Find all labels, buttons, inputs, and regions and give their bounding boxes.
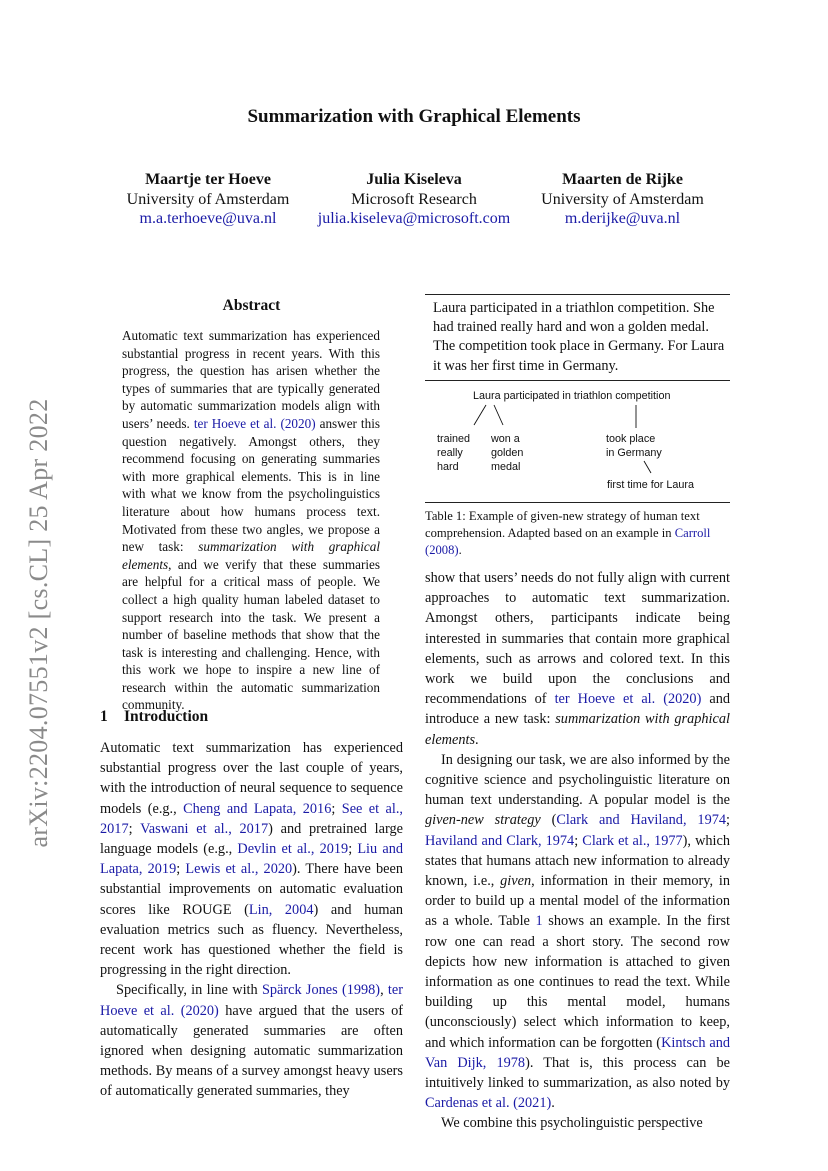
diagram-node: took place xyxy=(606,433,656,445)
table-mid-rule xyxy=(425,380,730,381)
citation-link[interactable]: Clark et al., 1977 xyxy=(582,832,683,849)
author-affiliation: University of Amsterdam xyxy=(126,190,290,208)
table-reference-link[interactable]: 1 xyxy=(535,913,543,930)
citation-link[interactable]: Clark and Haviland, 1974 xyxy=(556,812,727,829)
author-block xyxy=(525,170,720,229)
citation-link[interactable]: Lin, 2004 xyxy=(248,901,314,918)
introduction-text xyxy=(100,738,403,1102)
paragraph: Specifically, in line with Spärck Jones (1998), ter Hoeve et al. (2020) have argued that the users of automatically generated summaries are often ignored when designing automatic summarization methods. By means of a survey amongst heavy users of automatically generated summaries, they xyxy=(100,982,403,1100)
diagram-node: trained xyxy=(437,433,471,445)
author-email[interactable]: m.derijke@uva.nl xyxy=(564,210,681,227)
diagram-node: medal xyxy=(491,461,521,473)
citation-link[interactable]: ter Hoeve et al. (2020) xyxy=(554,691,702,708)
author-name: Maartje ter Hoeve xyxy=(145,171,271,188)
abstract-heading: Abstract xyxy=(222,297,281,314)
author-email[interactable]: julia.kiseleva@microsoft.com xyxy=(317,210,511,227)
diagram-branch xyxy=(474,405,486,425)
citation-link[interactable]: ter Hoeve et al. (2020) xyxy=(193,415,316,431)
right-column-text xyxy=(425,568,730,1134)
citation-link[interactable]: Cheng and Lapata, 2016 xyxy=(183,800,332,817)
given-new-diagram xyxy=(425,382,730,500)
paragraph: Automatic text summarization has experienced substantial progress over the last couple of years, with the introduction of neural sequence to sequence models (e.g., Cheng and Lapata, 2016; See et al., 2017; Vaswani et al., 2017) and pretrained large language models (e.g., Devlin et al., 2019; Liu and Lapata, 2019; Lewis et al., 2020). There have been substantial improvements on automatic evaluation scores like ROUGE (Lin, 2004) and human evaluation metrics such as fluency. Nevertheless, recent work has questioned whether the field is progressing in the right direction. xyxy=(100,740,404,979)
paragraph: We combine this psycholinguistic perspective xyxy=(441,1115,703,1132)
citation-link[interactable]: Cardenas et al. (2021) xyxy=(425,1095,552,1112)
abstract-text: Automatic text summarization has experienced substantial progress in recent years. With this progress, the question has arisen whether the types of summaries that are typically generated by automatic summarization models align with users’ needs. ter Hoeve et al. (2020) answer this question negatively. Amongst others, they recommend focusing on generating summaries with more graphical elements. This is in line with what we know from the psycholinguistics literature about how humans process text. Motivated from these two angles, we propose a new task: summarization with graphical elements, and we verify that these summaries are helpful for a critical mass of people. We collect a high quality human labeled dataset to support research into the task. We present a number of baseline methods that show that the task is interesting and challenging. Hence, with this work we hope to inspire a new line of research within the automatic summarization community. xyxy=(122,328,380,713)
author-affiliation: University of Amsterdam xyxy=(541,190,704,208)
citation-link[interactable]: Lewis et al., 2020 xyxy=(185,861,293,878)
author-name: Julia Kiseleva xyxy=(366,171,462,188)
diagram-branch xyxy=(494,405,503,425)
citation-link[interactable]: Vaswani et al., 2017 xyxy=(140,820,269,837)
diagram-node: won a xyxy=(491,433,520,445)
author-block xyxy=(108,170,308,229)
diagram-node: really xyxy=(437,447,463,459)
citation-link[interactable]: Devlin et al., 2019 xyxy=(237,841,349,858)
diagram-root: Laura participated in triathlon competition xyxy=(473,390,671,402)
section-number: 1 xyxy=(100,708,108,725)
citation-link[interactable]: See et al., 2017 xyxy=(100,800,403,837)
author-affiliation: Microsoft Research xyxy=(351,190,477,208)
citation-link[interactable]: Kintsch and Van Dijk, 1978 xyxy=(425,1034,730,1071)
author-block xyxy=(303,170,525,229)
citation-link[interactable]: Haviland and Clark, 1974 xyxy=(425,832,575,849)
author-name: Maarten de Rijke xyxy=(562,171,683,188)
paragraph: show that users’ needs do not fully align with current approaches to automatic text summarization. Amongst others, participants indicate being interested in summaries that contain more graphical elements, such as arrows and colored text. In this work we build upon the conclusions and recommendations of ter Hoeve et al. (2020) and introduce a new task: summarization with graphical elements. xyxy=(425,570,730,748)
section-title: Introduction xyxy=(124,708,209,725)
diagram-node: first time for Laura xyxy=(607,479,695,491)
citation-link[interactable]: Carroll (2008) xyxy=(425,526,711,557)
diagram-node: in Germany xyxy=(606,447,662,459)
paper-title: Summarization with Graphical Elements xyxy=(247,106,581,127)
table-bottom-rule xyxy=(425,502,730,503)
arxiv-stamp: arXiv:2204.07551v2 [cs.CL] 25 Apr 2022 xyxy=(24,397,53,848)
citation-link[interactable]: Liu and Lapata, 2019 xyxy=(100,841,403,878)
author-email[interactable]: m.a.terhoeve@uva.nl xyxy=(139,210,277,227)
citation-link[interactable]: ter Hoeve et al. (2020) xyxy=(100,982,403,1019)
diagram-branch xyxy=(644,461,651,473)
diagram-node: golden xyxy=(491,447,524,459)
section-heading xyxy=(100,708,208,726)
citation-link[interactable]: Spärck Jones (1998) xyxy=(261,982,381,999)
paragraph: In designing our task, we are also informed by the cognitive science and psycholinguistic literature on human text understanding. A popular model is the given-new strategy (Clark and Haviland, 1974; Haviland and Clark, 1974; Clark et al., 1977), which states that humans attach new information to already known, i.e., given, information in their memory, in order to build up a mental model of the information as a whole. Table 1 shows an example. In the first row one can read a short story. The second row depicts how new information is attached to given information as one continues to read the text. While building up this mental model, humans (unconsciously) select which information to keep, and which information can be forgotten (Kintsch and Van Dijk, 1978). That is, this process can be intuitively linked to summarization, as also noted by Cardenas et al. (2021). xyxy=(425,751,731,1112)
diagram-node: hard xyxy=(437,461,459,473)
table-story-text: Laura participated in a triathlon competition. She had trained really hard and won a golden medal. The competition took place in Germany. For Laura it was her first time in Germany. xyxy=(433,300,725,374)
table-top-rule xyxy=(425,294,730,295)
table-caption: Table 1: Example of given-new strategy of human text comprehension. Adapted based on an example in Carroll (2008). xyxy=(425,509,711,557)
